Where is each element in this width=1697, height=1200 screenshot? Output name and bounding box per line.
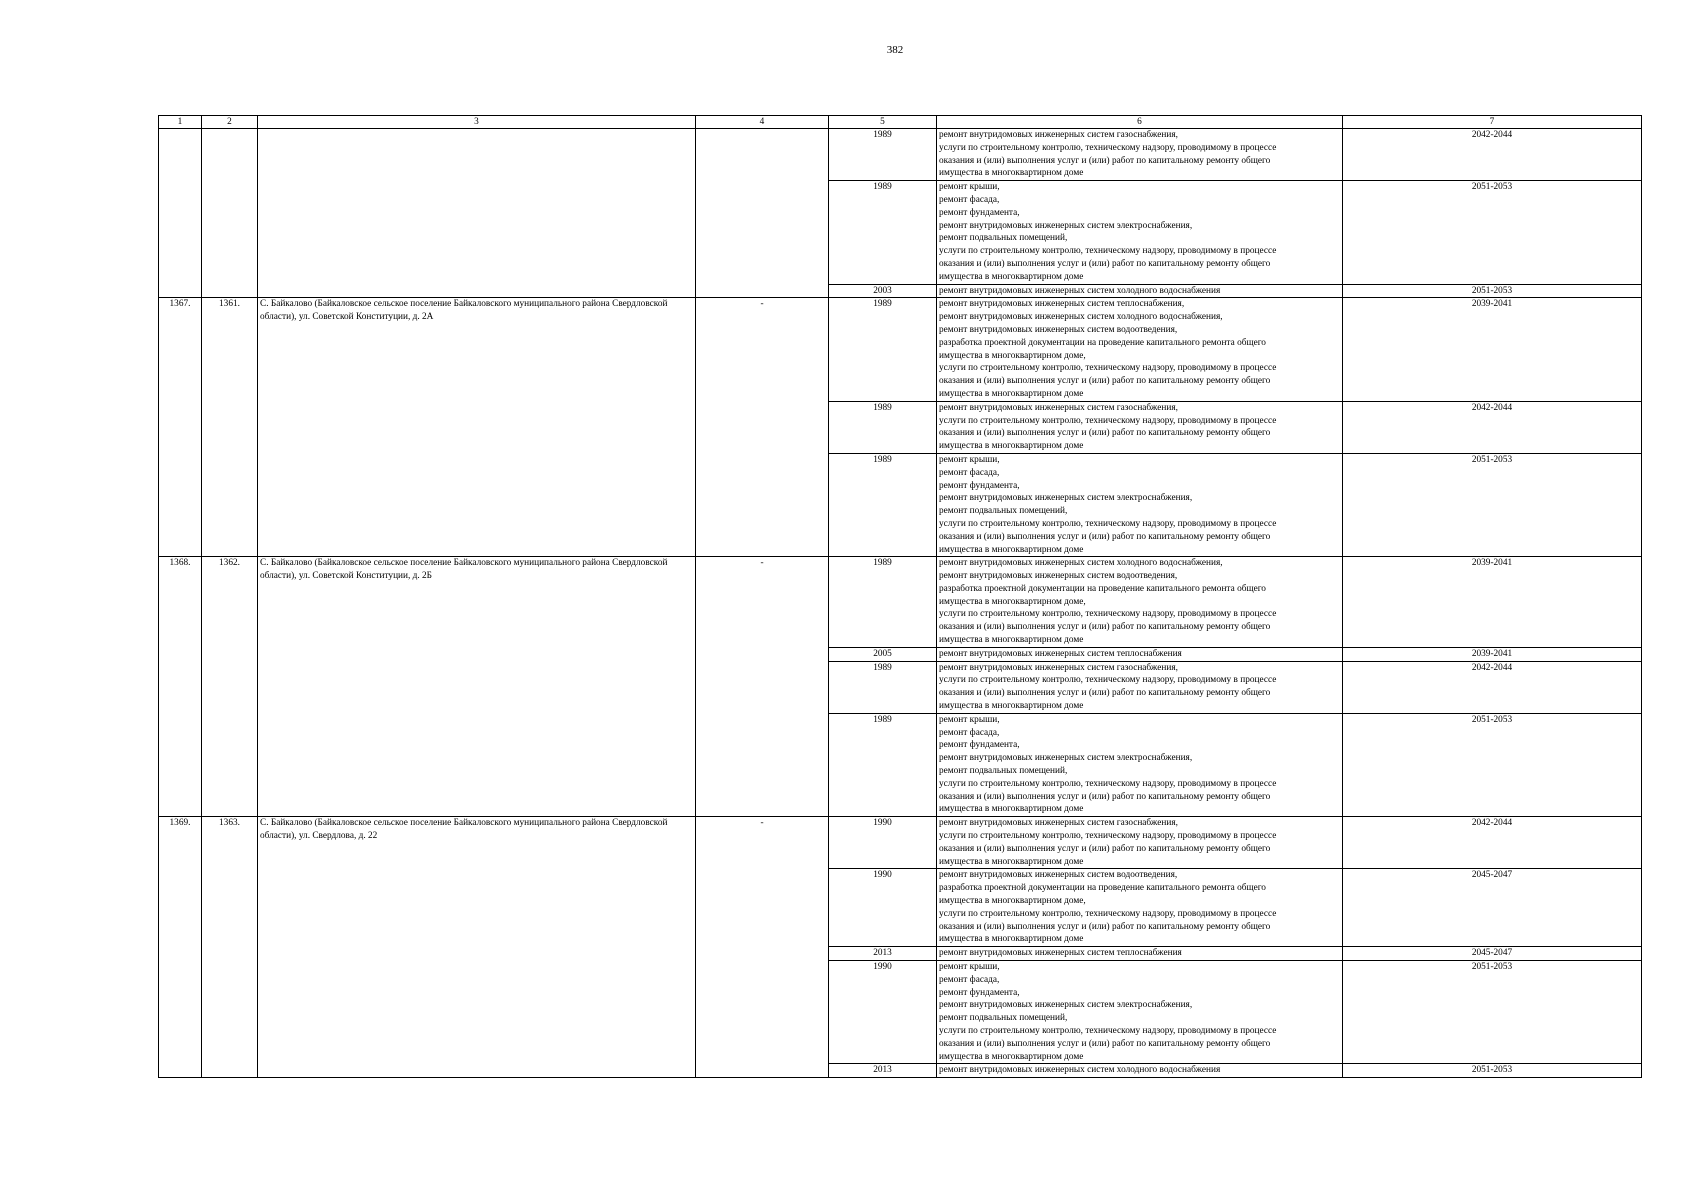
year-cell: 1989 <box>829 298 937 401</box>
works-cell <box>937 869 1343 947</box>
header-col-5: 5 <box>829 116 937 129</box>
works-cell <box>937 181 1343 284</box>
column-4-cell <box>696 129 829 298</box>
year-cell: 1989 <box>829 401 937 453</box>
work-item: разработка проектной документации на проведение капитального ремонта общего <box>939 883 1266 894</box>
period-cell: 2039-2041 <box>1343 298 1642 401</box>
house-number-cell <box>202 129 258 298</box>
works-cell <box>937 298 1343 401</box>
work-item: ремонт внутридомовых инженерных систем водоотведения, <box>939 324 1178 335</box>
address-cell: С. Байкалово (Байкаловское сельское поселение Байкаловского муниципального района Свердловской области), ул. Советской Конституции, д. 2Б <box>258 557 696 817</box>
works-cell <box>937 947 1343 961</box>
header-col-7: 7 <box>1343 116 1642 129</box>
work-item: имущества в многоквартирном доме, <box>939 596 1086 607</box>
work-item: ремонт крыши, <box>939 714 1000 725</box>
period-cell: 2051-2053 <box>1343 1064 1642 1078</box>
work-item: имущества в многоквартирном доме <box>939 804 1084 815</box>
work-item: ремонт внутридомовых инженерных систем холодного водоснабжения <box>939 285 1221 296</box>
work-item: ремонт внутридомовых инженерных систем водоотведения, <box>939 571 1178 582</box>
works-cell <box>937 661 1343 713</box>
header-col-3: 3 <box>258 116 696 129</box>
table-row <box>159 129 1642 181</box>
work-item: имущества в многоквартирном доме <box>939 635 1084 646</box>
house-number-cell: 1362. <box>202 557 258 817</box>
year-cell: 1989 <box>829 661 937 713</box>
page-number: 382 <box>886 44 904 56</box>
work-item: ремонт фасада, <box>939 974 1000 985</box>
table-row <box>159 298 1642 401</box>
period-cell: 2051-2053 <box>1343 284 1642 298</box>
period-cell: 2039-2041 <box>1343 557 1642 648</box>
work-item: имущества в многоквартирном доме <box>939 1051 1084 1062</box>
year-cell: 1989 <box>829 557 937 648</box>
table-row <box>159 817 1642 869</box>
work-item: услуги по строительному контролю, техническому надзору, проводимому в процессе <box>939 609 1277 620</box>
work-item: услуги по строительному контролю, техническому надзору, проводимому в процессе <box>939 778 1277 789</box>
house-number-cell: 1361. <box>202 298 258 557</box>
work-item: ремонт внутридомовых инженерных систем холодного водоснабжения <box>939 1065 1221 1076</box>
work-item: услуги по строительному контролю, техническому надзору, проводимому в процессе <box>939 246 1277 257</box>
column-4-cell: - <box>696 557 829 817</box>
period-cell: 2042-2044 <box>1343 129 1642 181</box>
work-item: оказания и (или) выполнения услуг и (или) работ по капитальному ремонту общего <box>939 155 1271 166</box>
works-cell <box>937 557 1343 648</box>
work-item: услуги по строительному контролю, техническому надзору, проводимому в процессе <box>939 518 1277 529</box>
work-item: ремонт внутридомовых инженерных систем газоснабжения, <box>939 662 1178 673</box>
work-item: ремонт внутридомовых инженерных систем электроснабжения, <box>939 493 1193 504</box>
house-number-cell: 1363. <box>202 817 258 1078</box>
column-4-cell: - <box>696 298 829 557</box>
works-cell <box>937 713 1343 816</box>
column-4-cell: - <box>696 817 829 1078</box>
work-item: ремонт внутридомовых инженерных систем газоснабжения, <box>939 818 1178 829</box>
year-cell: 2013 <box>829 947 937 961</box>
row-number-cell: 1368. <box>159 557 202 817</box>
work-item: ремонт фасада, <box>939 727 1000 738</box>
work-item: ремонт фундамента, <box>939 740 1020 751</box>
work-item: разработка проектной документации на проведение капитального ремонта общего <box>939 337 1266 348</box>
period-cell: 2042-2044 <box>1343 817 1642 869</box>
repair-schedule-table <box>158 115 1642 1078</box>
works-cell <box>937 961 1343 1064</box>
work-item: ремонт подвальных помещений, <box>939 766 1068 777</box>
row-number-cell: 1367. <box>159 298 202 557</box>
year-cell: 1989 <box>829 181 937 284</box>
works-cell <box>937 647 1343 661</box>
work-item: оказания и (или) выполнения услуг и (или) работ по капитальному ремонту общего <box>939 622 1271 633</box>
work-item: услуги по строительному контролю, техническому надзору, проводимому в процессе <box>939 363 1277 374</box>
work-item: ремонт фундамента, <box>939 207 1020 218</box>
address-cell: С. Байкалово (Байкаловское сельское поселение Байкаловского муниципального района Свердловской области), ул. Советской Конституции, д. 2А <box>258 298 696 557</box>
work-item: ремонт подвальных помещений, <box>939 506 1068 517</box>
row-number-cell: 1369. <box>159 817 202 1078</box>
table-body <box>159 129 1642 1078</box>
work-item: имущества в многоквартирном доме <box>939 271 1084 282</box>
period-cell: 2051-2053 <box>1343 961 1642 1064</box>
work-item: ремонт внутридомовых инженерных систем газоснабжения, <box>939 402 1178 413</box>
work-item: ремонт внутридомовых инженерных систем электроснабжения, <box>939 1000 1193 1011</box>
work-item: разработка проектной документации на проведение капитального ремонта общего <box>939 583 1266 594</box>
works-cell <box>937 129 1343 181</box>
header-row <box>159 116 1642 129</box>
works-cell <box>937 453 1343 556</box>
year-cell: 1989 <box>829 453 937 556</box>
year-cell: 1990 <box>829 961 937 1064</box>
work-item: оказания и (или) выполнения услуг и (или) работ по капитальному ремонту общего <box>939 376 1271 387</box>
works-cell <box>937 817 1343 869</box>
header-col-1: 1 <box>159 116 202 129</box>
work-item: имущества в многоквартирном доме, <box>939 350 1086 361</box>
work-item: ремонт внутридомовых инженерных систем водоотведения, <box>939 870 1178 881</box>
work-item: имущества в многоквартирном доме <box>939 544 1084 555</box>
work-item: услуги по строительному контролю, техническому надзору, проводимому в процессе <box>939 831 1277 842</box>
period-cell: 2051-2053 <box>1343 453 1642 556</box>
period-cell: 2051-2053 <box>1343 713 1642 816</box>
work-item: имущества в многоквартирном доме <box>939 388 1084 399</box>
period-cell: 2045-2047 <box>1343 869 1642 947</box>
work-item: ремонт внутридомовых инженерных систем холодного водоснабжения, <box>939 558 1223 569</box>
work-item: услуги по строительному контролю, техническому надзору, проводимому в процессе <box>939 675 1277 686</box>
year-cell: 1989 <box>829 713 937 816</box>
work-item: оказания и (или) выполнения услуг и (или) работ по капитальному ремонту общего <box>939 428 1271 439</box>
work-item: ремонт фундамента, <box>939 987 1020 998</box>
work-item: оказания и (или) выполнения услуг и (или) работ по капитальному ремонту общего <box>939 843 1271 854</box>
work-item: имущества в многоквартирном доме <box>939 168 1084 179</box>
works-cell <box>937 284 1343 298</box>
year-cell: 2003 <box>829 284 937 298</box>
work-item: оказания и (или) выполнения услуг и (или) работ по капитальному ремонту общего <box>939 1038 1271 1049</box>
work-item: ремонт внутридомовых инженерных систем газоснабжения, <box>939 130 1178 140</box>
work-item: ремонт внутридомовых инженерных систем теплоснабжения, <box>939 299 1185 310</box>
work-item: имущества в многоквартирном доме <box>939 441 1084 452</box>
header-col-6: 6 <box>937 116 1343 129</box>
year-cell: 1990 <box>829 869 937 947</box>
work-item: услуги по строительному контролю, техническому надзору, проводимому в процессе <box>939 1025 1277 1036</box>
year-cell: 1990 <box>829 817 937 869</box>
period-cell: 2045-2047 <box>1343 947 1642 961</box>
work-item: имущества в многоквартирном доме <box>939 701 1084 712</box>
work-item: ремонт фасада, <box>939 467 1000 478</box>
work-item: ремонт внутридомовых инженерных систем электроснабжения, <box>939 753 1193 764</box>
work-item: имущества в многоквартирном доме <box>939 934 1084 945</box>
header-col-4: 4 <box>696 116 829 129</box>
work-item: имущества в многоквартирном доме, <box>939 896 1086 907</box>
work-item: оказания и (или) выполнения услуг и (или) работ по капитальному ремонту общего <box>939 791 1271 802</box>
period-cell: 2042-2044 <box>1343 661 1642 713</box>
year-cell: 1989 <box>829 129 937 181</box>
work-item: имущества в многоквартирном доме <box>939 856 1084 867</box>
period-cell: 2051-2053 <box>1343 181 1642 284</box>
work-item: ремонт внутридомовых инженерных систем электроснабжения, <box>939 220 1193 231</box>
work-item: ремонт подвальных помещений, <box>939 1013 1068 1024</box>
work-item: ремонт внутридомовых инженерных систем теплоснабжения <box>939 948 1182 959</box>
header-col-2: 2 <box>202 116 258 129</box>
work-item: ремонт внутридомовых инженерных систем холодного водоснабжения, <box>939 312 1223 323</box>
work-item: оказания и (или) выполнения услуг и (или) работ по капитальному ремонту общего <box>939 258 1271 269</box>
work-item: ремонт крыши, <box>939 182 1000 193</box>
period-cell: 2042-2044 <box>1343 401 1642 453</box>
work-item: ремонт крыши, <box>939 454 1000 465</box>
works-cell <box>937 1064 1343 1078</box>
work-item: услуги по строительному контролю, техническому надзору, проводимому в процессе <box>939 415 1277 426</box>
year-cell: 2005 <box>829 647 937 661</box>
work-item: ремонт подвальных помещений, <box>939 233 1068 244</box>
address-cell <box>258 129 696 298</box>
year-cell: 2013 <box>829 1064 937 1078</box>
work-item: оказания и (или) выполнения услуг и (или) работ по капитальному ремонту общего <box>939 531 1271 542</box>
row-number-cell <box>159 129 202 298</box>
work-item: услуги по строительному контролю, техническому надзору, проводимому в процессе <box>939 908 1277 919</box>
work-item: ремонт крыши, <box>939 962 1000 972</box>
work-item: услуги по строительному контролю, техническому надзору, проводимому в процессе <box>939 142 1277 153</box>
work-item: оказания и (или) выполнения услуг и (или) работ по капитальному ремонту общего <box>939 921 1271 932</box>
work-item: ремонт фундамента, <box>939 480 1020 491</box>
table-row <box>159 557 1642 648</box>
work-item: оказания и (или) выполнения услуг и (или) работ по капитальному ремонту общего <box>939 688 1271 699</box>
work-item: ремонт внутридомовых инженерных систем теплоснабжения <box>939 648 1182 659</box>
period-cell: 2039-2041 <box>1343 647 1642 661</box>
works-cell <box>937 401 1343 453</box>
address-cell: С. Байкалово (Байкаловское сельское поселение Байкаловского муниципального района Свердловской области), ул. Свердлова, д. 22 <box>258 817 696 1078</box>
work-item: ремонт фасада, <box>939 194 1000 205</box>
